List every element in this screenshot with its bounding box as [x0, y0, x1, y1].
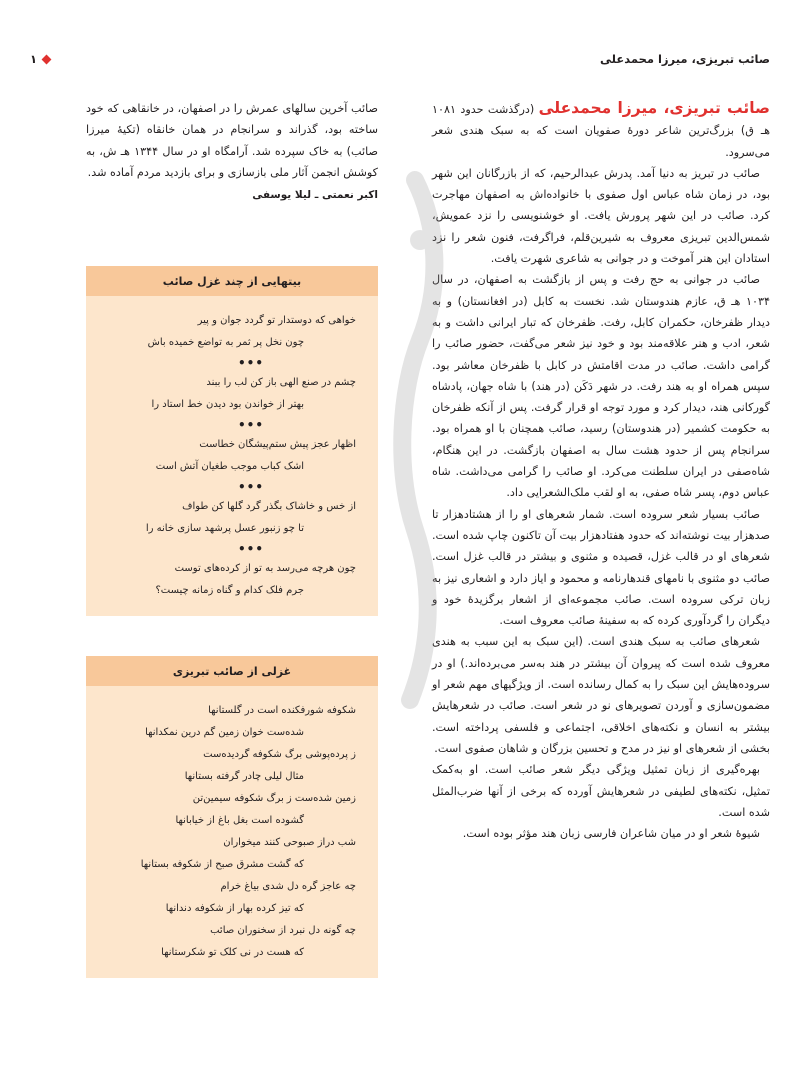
side-paragraph: صائب آخرین سالهای عمرش را در اصفهان، در خانقاهی که خود ساخته بود، گذراند و سرانجام در همان خانقاه (تکیهٔ میرزا صائب) به خاک سپرده شد. آرامگاه او در سال ۱۳۴۴ هـ ش، به کوشش انجمن آثار ملی بازسازی و برای بازدید مردم آماده شد.: [86, 102, 378, 179]
verse-separator: •••: [237, 356, 264, 370]
article-paragraph-2: صائب در تبریز به دنیا آمد. پدرش عبدالرحیم، که از بازرگانان این شهر بود، در زمان شاه عباس اول صفوی با خانواده‌اش به اصفهان مهاجرت کرد. صائب در این شهر پرورش یافت. او خوشنویسی را نزد عمویش، شمس‌الدین تبریزی معروف به شیرین‌قلم، فراگرفت، فنون شعر را نزد استادان این هنر آموخت و در جوانی به شاعری شهرت یافت.: [432, 166, 770, 266]
verse-separator: •••: [237, 542, 264, 556]
ghazal-line: ز پرده‌پوشی برگ شکوفه گردیده‌ست: [203, 749, 356, 760]
ghazal-line: که هست در نی کلک تو شکرستانها: [161, 947, 304, 958]
ghazal-line: که تیز کرده بهار از شکوفه دندانها: [165, 903, 304, 914]
article-paragraph-3: صائب در جوانی به حج رفت و پس از بازگشت به اصفهان، در سال ۱۰۳۴ هـ ق، عازم هندوستان شد. نخست به کابل (در افغانستان) و به دیدار ظفرخان، حکمران کابل، رفت. ظفرخان که تبار ایرانی داشت و به شعر، ادب و هنر علاقه‌مند بود و خود نیز شعر می‌گفت، حضور صائب را گرامی داشت. صائب در مدت اقامتش در کابل با ظفرخان معاشر بود. سپس همراه او به هند رفت. در شهر دَکَن (در هند) با شاه جهان، پادشاه گورکانی هند، دیدار کرد و مورد توجه او قرار گرفت. پس از آنکه ظفرخان به حکومت کشمیر (در هندوستان) رسید، صائب همچنان با او همراه بود. سرانجام پس از حدود هشت سال به اصفهان بازگشت. در این هنگام، شاه‌صفی در ایران سلطنت می‌کرد. او صائب را گرامی می‌داشت. شاه عباس دوم، پسر شاه صفی، به او لقب ملک‌الشعرایی داد.: [432, 273, 770, 500]
article-paragraph-5: شعرهای صائب به سبک هندی است. (این سبک به این سبب به هندی معروف شده است که پیروان آن بیشتر در هند به‌سر می‌برده‌اند.) او در سروده‌هایش این سبک را به کمال رسانده است. از ویژگیهای مهم شعر او مضمون‌سازی و آوردن تصویرهای نو در شعر است. صائب در شعرهایش بیشتر به انسان و نکته‌های اخلاقی، اجتماعی و فلسفی پرداخته است. بخشی از شعرهای او نیز در مدح و تحسین بزرگان و شاهان صفوی است.: [432, 635, 770, 755]
verse-line: چون نخل پر ثمر به تواضع خمیده باش: [147, 337, 304, 348]
entry-headword: صائب تبریزی، میرزا محمدعلی: [538, 99, 770, 117]
ghazal-line: شب دراز صبوحی کنند میخواران: [223, 837, 356, 848]
article-paragraph-1: [432, 98, 770, 163]
article-authors: اکبر نعمتی ـ لیلا یوسفی: [252, 189, 378, 202]
verse-separator: •••: [237, 480, 264, 494]
verse-line: چشم در صنع الهی باز کن لب را ببند: [206, 377, 356, 388]
article-paragraph-4: صائب بسیار شعر سروده است. شمار شعرهای او را از هشتادهزار تا صدهزار بیت نوشته‌اند که حدود هفتادهزار بیت آن تاکنون چاپ شده است. شعرهای او در قالب غزل، قصیده و مثنوی و بیشتر در قالب غزل است. صائب دو مثنوی با نامهای قندهارنامه و محمود و ایاز دارد و اشعاری نیز به زبان ترکی سروده است. صائب مجموعه‌ای از اشعار برگزیدهٔ خود و دیگران را گردآوری کرده که به سفینهٔ صائب معروف است.: [432, 507, 770, 628]
verses-box: [86, 266, 378, 616]
verse-line: چون هرچه می‌رسد به تو از کرده‌های توست: [174, 563, 356, 574]
article-paragraph-7: شیوهٔ شعر او در میان شاعران فارسی زبان هند مؤثر بوده است.: [462, 827, 760, 841]
verse-line: اشک کباب موجب طغیان آتش است: [155, 461, 304, 472]
verse-line: اظهار عجز پیش ستم‌پیشگان خطاست: [199, 439, 356, 450]
diamond-icon: [42, 54, 52, 64]
ghazal-line: زمین شده‌ست ز برگ شکوفه سیمین‌تن: [192, 793, 356, 804]
verses-box-title: بیتهایی از چند غزل صائب: [86, 266, 378, 296]
page-number-group: [30, 52, 50, 66]
article-main-column: [432, 98, 770, 844]
article-side-column: [86, 98, 378, 206]
verse-separator: •••: [237, 418, 264, 432]
page-number: ۱: [30, 52, 38, 66]
page-header: [30, 52, 770, 74]
ghazal-line: مثال لیلی چادر گرفته بستانها: [184, 771, 304, 782]
running-title: صائب تبریزی، میرزا محمدعلی: [600, 52, 770, 66]
ghazal-line: شده‌ست خوان زمین گم درین نمکدانها: [145, 727, 304, 738]
paragraph-1-text: (درگذشت حدود ۱۰۸۱ هـ ق) بزرگ‌ترین شاعر دورهٔ صفویان است که به سبک هندی شعر می‌سرود.: [432, 103, 770, 159]
verse-line: جرم فلک کدام و گناه زمانه چیست؟: [155, 585, 304, 596]
verse-line: تا چو زنبور عسل پرشهد سازی خانه را: [145, 523, 304, 534]
ghazal-line: چه عاجز گره دل شدی بیاغ خرام: [220, 881, 356, 892]
article-paragraph-6: بهره‌گیری از زبان تمثیل ویژگی دیگر شعر صائب است. او به‌کمک تمثیل، نکته‌های لطیفی در شعرهایش آورده که برخی از آنها ضرب‌المثل شده است.: [432, 763, 770, 819]
ghazal-line: شکوفه شورفکنده است در گلستانها: [208, 705, 356, 716]
ghazal-line: گشوده است بغل باغ از خیابانها: [175, 815, 304, 826]
ghazal-box-title: غزلی از صائب تبریزی: [86, 656, 378, 686]
verse-line: از خس و خاشاک بگذر گرد گلها کن طواف: [182, 501, 356, 512]
verse-line: بهتر از خواندن بود دیدن خط استاد را: [151, 399, 304, 410]
verse-line: خواهی که دوستدار تو گردد جوان و پیر: [197, 315, 356, 326]
ghazal-line: که گشت مشرق صبح از شکوفه بستانها: [140, 859, 304, 870]
ghazal-line: چه گونه دل نبرد از سخنوران صائب: [210, 925, 356, 936]
ghazal-box: [86, 656, 378, 978]
ghazal-box-body: [86, 686, 378, 978]
verses-box-body: [86, 296, 378, 616]
